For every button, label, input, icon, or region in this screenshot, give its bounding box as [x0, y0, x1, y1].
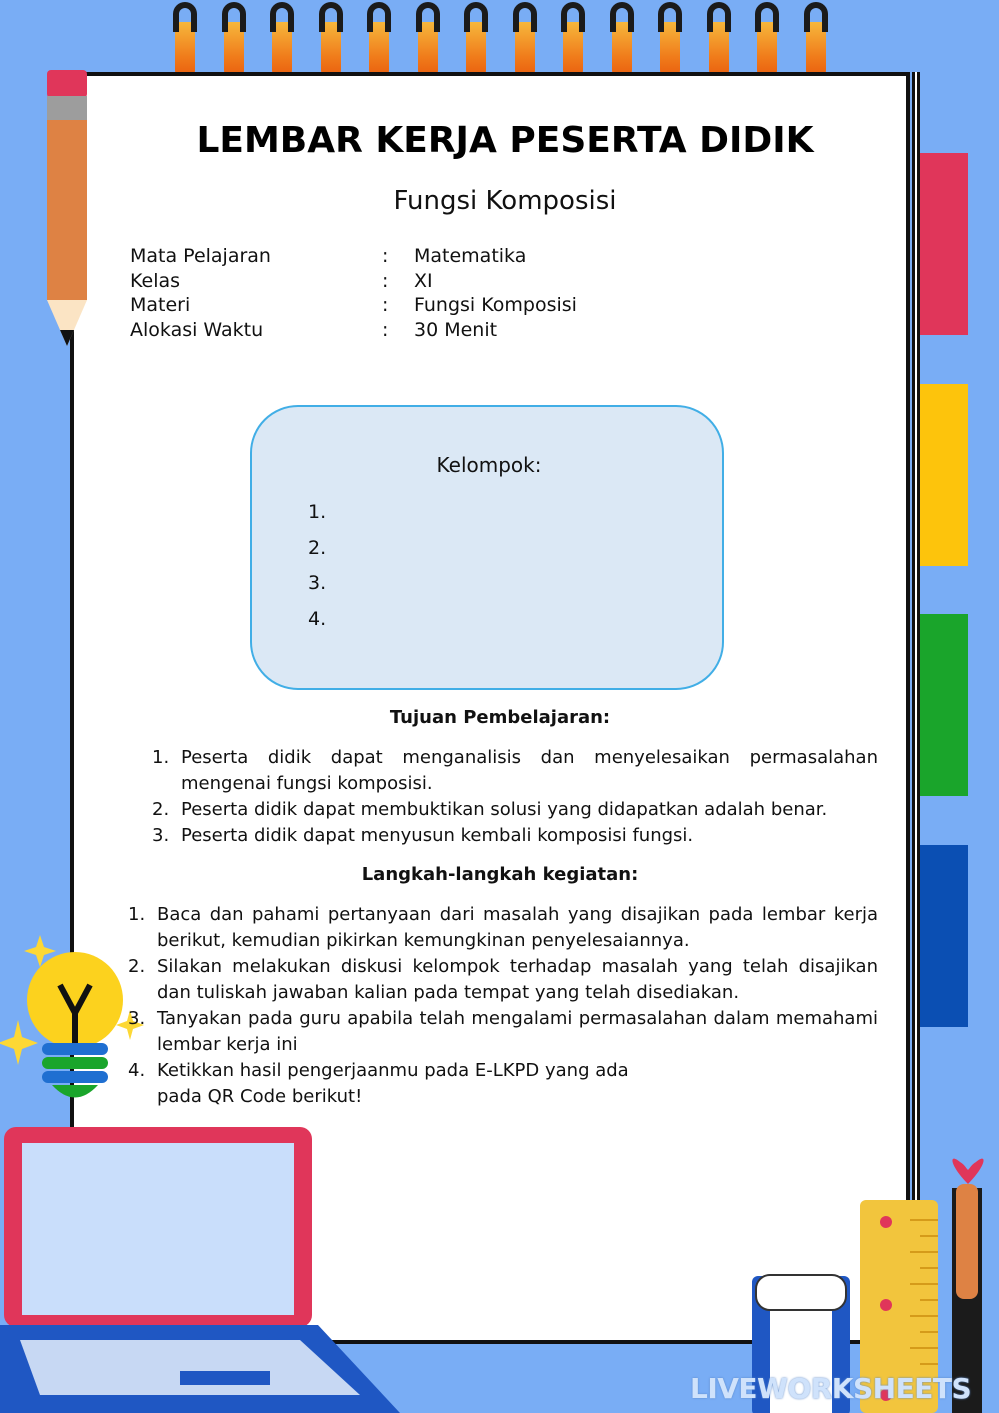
- info-separator: :: [382, 245, 389, 268]
- spiral-ring: [609, 0, 635, 80]
- list-item: [128, 1006, 878, 1058]
- info-row: [130, 244, 577, 269]
- group-member-slot[interactable]: 3.: [308, 572, 327, 594]
- info-row: [130, 293, 577, 318]
- group-member-slot[interactable]: 4.: [308, 607, 327, 630]
- item-text: Tanyakan pada guru apabila telah mengalami permasalahan dalam memahami lembar kerja ini: [157, 1008, 878, 1055]
- info-label: Mata Pelajaran: [130, 245, 271, 268]
- info-value: XI: [414, 269, 433, 292]
- spiral-ring: [512, 0, 538, 80]
- item-text: Peserta didik dapat menganalisis dan menyelesaikan permasalahan mengenai fungsi komposisi.: [181, 747, 878, 794]
- spiral-ring: [415, 0, 441, 80]
- item-number: 3.: [152, 825, 170, 846]
- info-separator: :: [382, 269, 389, 292]
- info-table: [130, 244, 577, 342]
- item-number: 4.: [128, 1060, 146, 1081]
- spiral-ring: [657, 0, 683, 80]
- group-box: [250, 405, 724, 690]
- objectives-list: [152, 745, 878, 849]
- tab-yellow[interactable]: [920, 384, 968, 566]
- page-title: LEMBAR KERJA PESERTA DIDIK: [196, 120, 814, 161]
- info-separator: :: [382, 318, 389, 341]
- item-number: 2.: [152, 799, 170, 820]
- tab-blue[interactable]: [920, 845, 968, 1027]
- group-member-slot[interactable]: 1.: [308, 501, 327, 523]
- group-title: Kelompok:: [436, 453, 542, 477]
- list-item: [152, 823, 878, 849]
- item-text: Peserta didik dapat menyusun kembali komposisi fungsi.: [181, 825, 694, 846]
- item-number: 1.: [128, 904, 146, 925]
- item-text: Baca dan pahami pertanyaan dari masalah yang disajikan pada lembar kerja berikut, kemudian pikirkan kemungkinan penyelesaiannya.: [157, 904, 878, 951]
- info-label: Materi: [130, 294, 191, 317]
- group-member-slot[interactable]: 2.: [308, 536, 327, 559]
- spiral-ring: [754, 0, 780, 80]
- item-text: Silakan melakukan diskusi kelompok terhadap masalah yang telah disajikan dan tuliskah jawaban kalian pada tempat yang telah disediakan.: [157, 956, 878, 1003]
- page-subtitle: Fungsi Komposisi: [393, 186, 617, 216]
- info-value: 30 Menit: [414, 318, 498, 341]
- steps-heading: Langkah-langkah kegiatan:: [361, 864, 639, 885]
- info-label: Alokasi Waktu: [130, 318, 264, 341]
- info-row: [130, 269, 577, 294]
- spiral-ring: [560, 0, 586, 80]
- info-label: Kelas: [130, 269, 181, 292]
- info-value: Matematika: [414, 245, 527, 268]
- list-item: [152, 745, 878, 797]
- objectives-heading: Tujuan Pembelajaran:: [389, 707, 611, 728]
- steps-list: [128, 902, 878, 1110]
- group-member-list: [308, 501, 326, 643]
- spiral-ring: [803, 0, 829, 80]
- item-number: 3.: [128, 1008, 146, 1029]
- item-number: 1.: [152, 747, 170, 768]
- laptop-icon: [0, 1125, 400, 1413]
- item-text: Ketikkan hasil pengerjaanmu pada E-LKPD yang ada pada QR Code berikut!: [157, 1060, 629, 1107]
- spiral-ring: [706, 0, 732, 80]
- spiral-ring: [463, 0, 489, 80]
- tab-green[interactable]: [920, 614, 968, 796]
- info-separator: :: [382, 294, 389, 317]
- spiral-ring: [172, 0, 198, 80]
- info-value: Fungsi Komposisi: [414, 294, 577, 317]
- item-text: Peserta didik dapat membuktikan solusi yang didapatkan adalah benar.: [181, 799, 828, 820]
- liveworksheets-logo: LIVEWORKSHEETS: [690, 1372, 972, 1405]
- spiral-ring: [221, 0, 247, 80]
- list-item: [128, 1058, 878, 1110]
- spiral-ring: [318, 0, 344, 80]
- list-item: [152, 797, 878, 823]
- tab-red[interactable]: [920, 153, 968, 335]
- spiral-ring: [269, 0, 295, 80]
- list-item: [128, 902, 878, 954]
- spiral-ring: [366, 0, 392, 80]
- item-number: 2.: [128, 956, 146, 977]
- info-row: [130, 318, 577, 343]
- list-item: [128, 954, 878, 1006]
